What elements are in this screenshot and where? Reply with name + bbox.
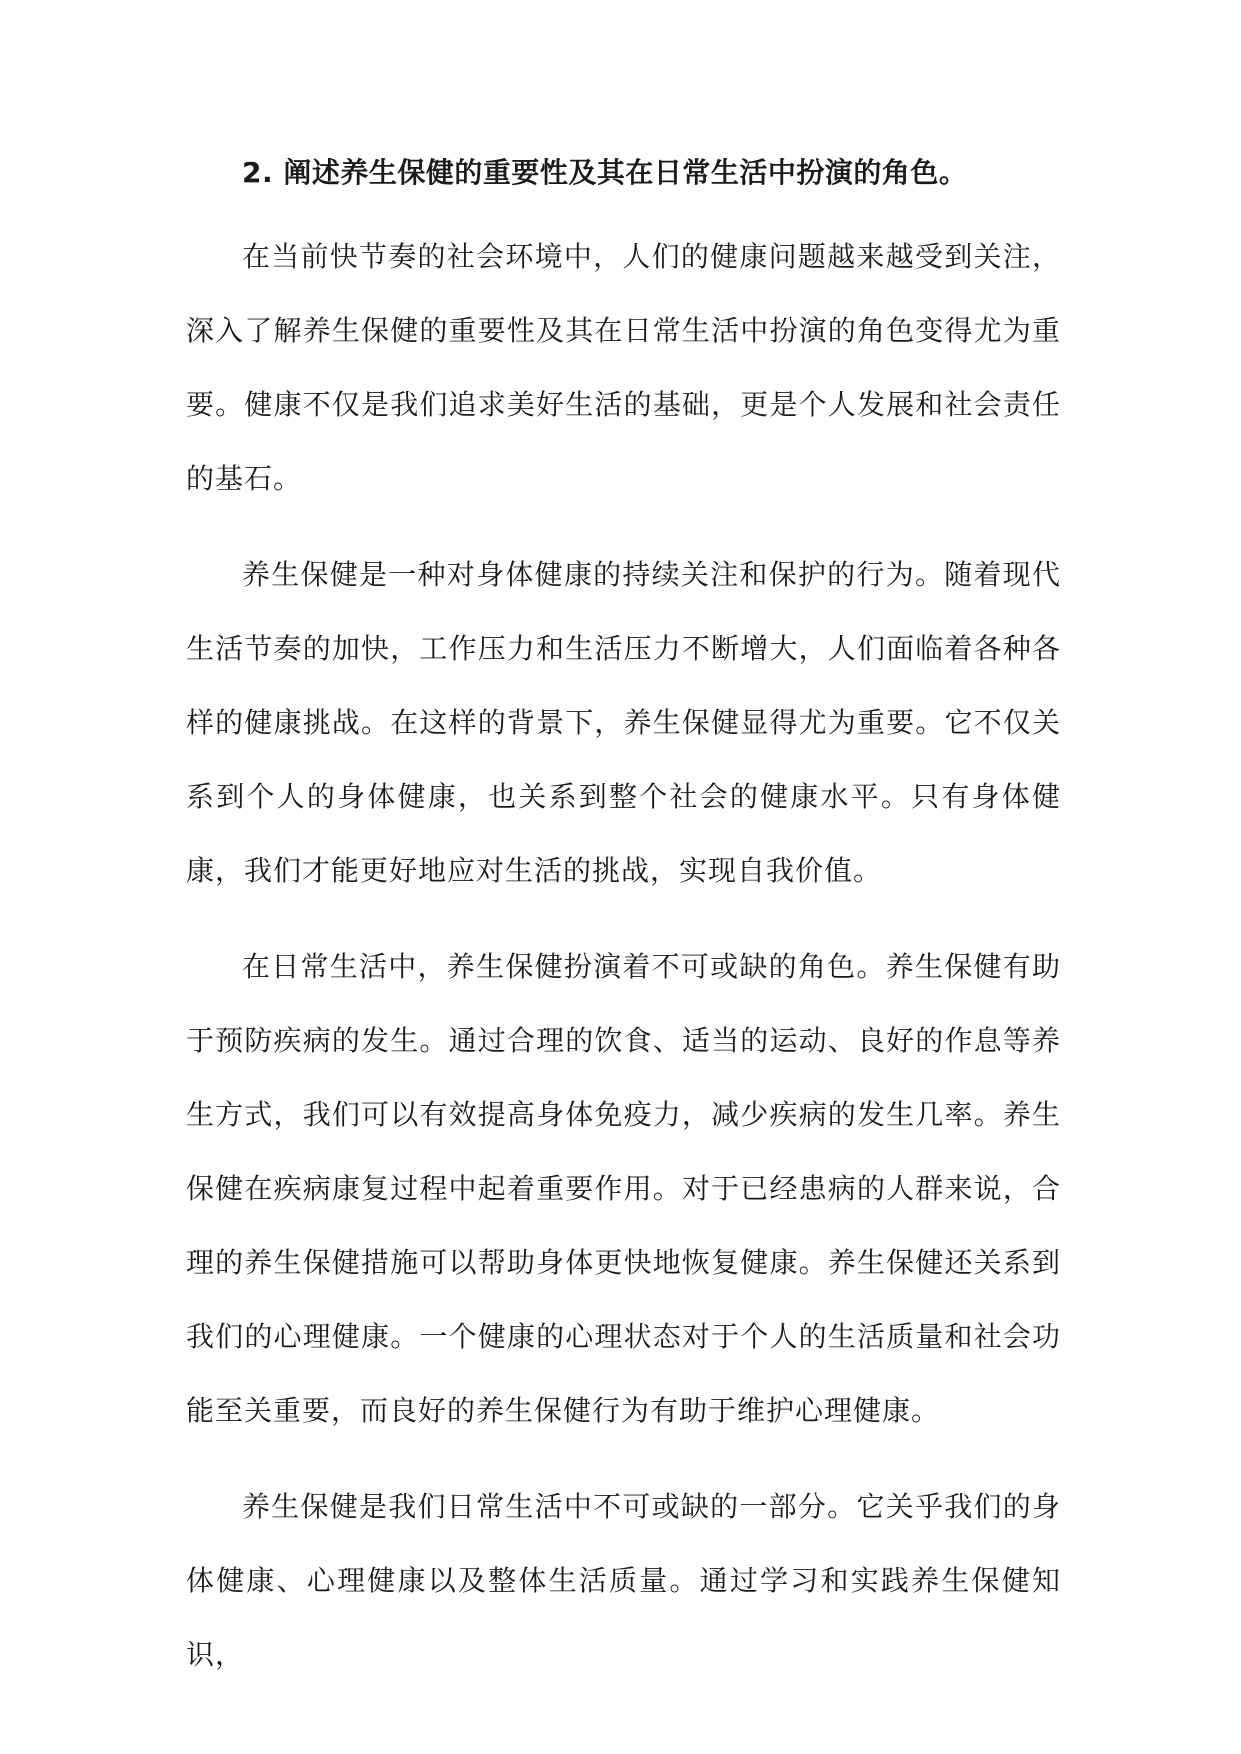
- paragraph-importance: 养生保健是一种对身体健康的持续关注和保护的行为。随着现代生活节奏的加快，工作压力和生活压力不断增大，人们面临着各种各样的健康挑战。在这样的背景下，养生保健显得尤为重要。它不仅关系到个人的身体健康，也关系到整个社会的健康水平。只有身体健康，我们才能更好地应对生活的挑战，实现自我价值。: [186, 558, 1061, 887]
- paragraph-intro: 在当前快节奏的社会环境中，人们的健康问题越来越受到关注，深入了解养生保健的重要性及其在日常生活中扮演的角色变得尤为重要。健康不仅是我们追求美好生活的基础，更是个人发展和社会责任的基石。: [186, 240, 1061, 495]
- paragraph-summary: 养生保健是我们日常生活中不可或缺的一部分。它关乎我们的身体健康、心理健康以及整体生活质量。通过学习和实践养生保健知识，: [186, 1490, 1061, 1671]
- paragraph-role: 在日常生活中，养生保健扮演着不可或缺的角色。养生保健有助于预防疾病的发生。通过合理的饮食、适当的运动、良好的作息等养生方式，我们可以有效提高身体免疫力，减少疾病的发生几率。养生保健在疾病康复过程中起着重要作用。对于已经患病的人群来说，合理的养生保健措施可以帮助身体更快地恢复健康。养生保健还关系到我们的心理健康。一个健康的心理状态对于个人的生活质量和社会功能至关重要，而良好的养生保健行为有助于维护心理健康。: [186, 950, 1061, 1427]
- section-heading: 2. 阐述养生保健的重要性及其在日常生活中扮演的角色。: [242, 156, 968, 189]
